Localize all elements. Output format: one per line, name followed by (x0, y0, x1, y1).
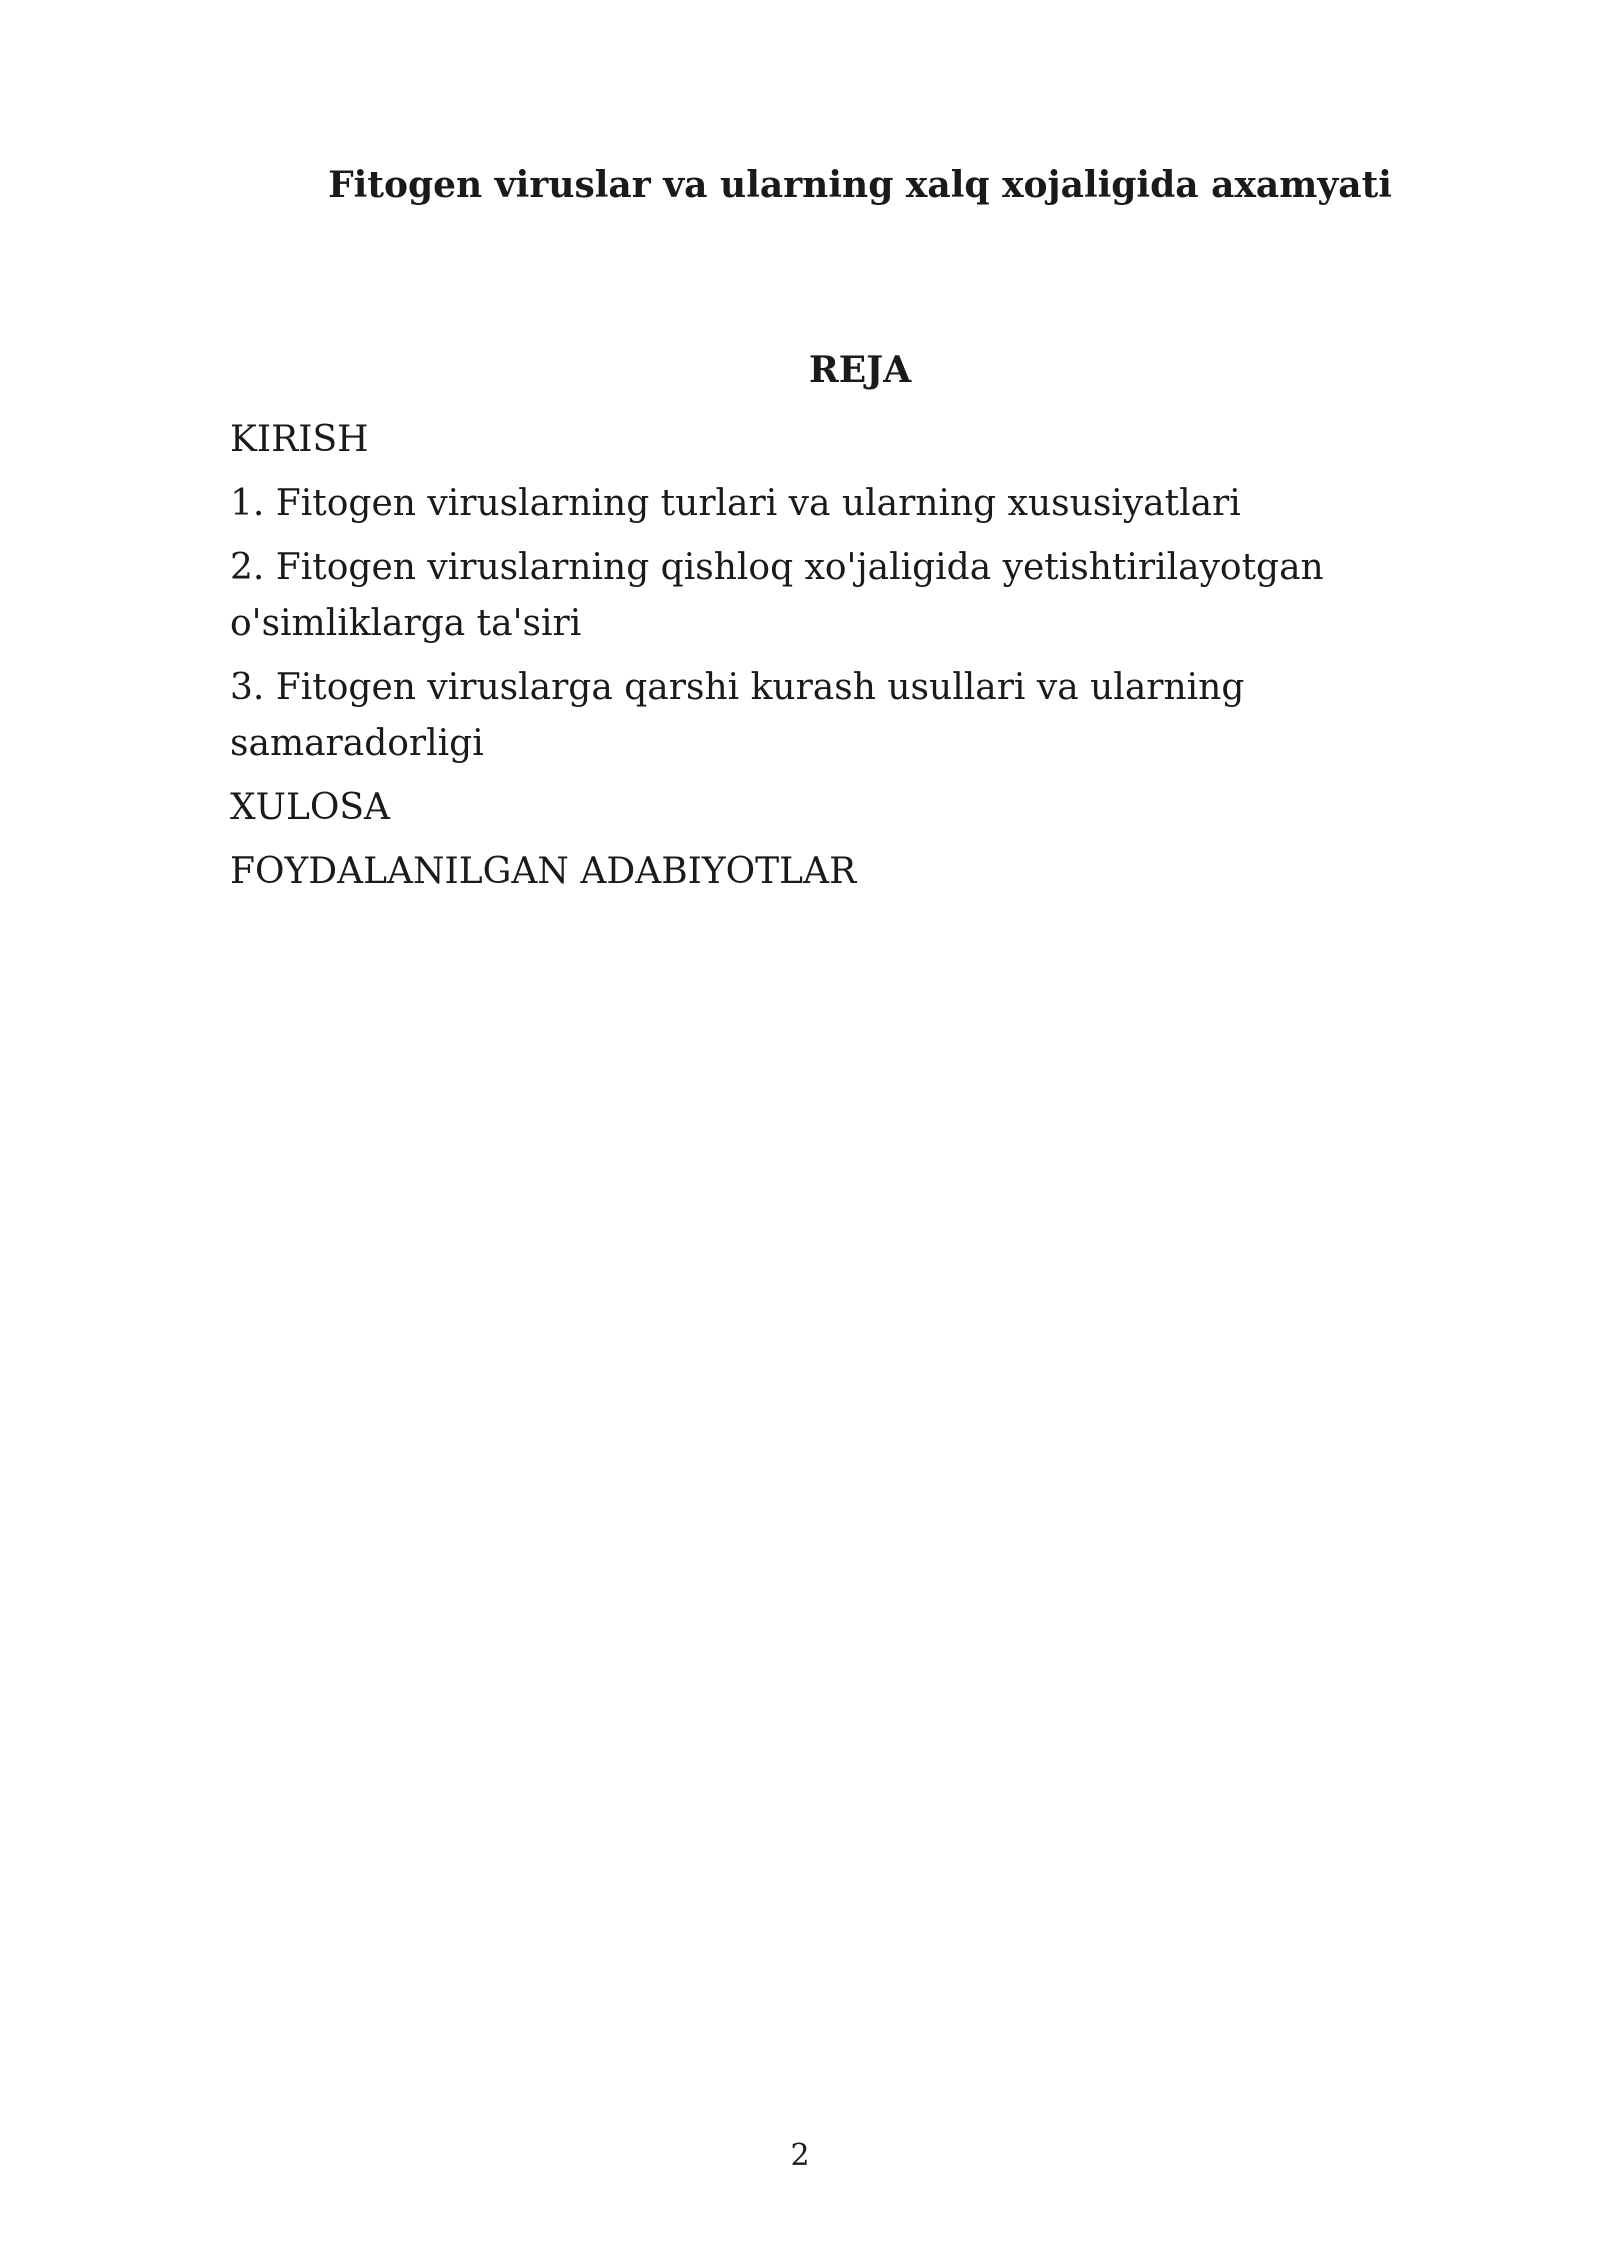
page-number: 2 (790, 2138, 810, 2173)
plan-list (230, 412, 1410, 908)
plan-heading: REJA (808, 349, 912, 391)
plan-item-references: FOYDALANILGAN ADABIYOTLAR (230, 851, 857, 892)
plan-item-conclusion: XULOSA (230, 787, 391, 828)
plan-item-2: 2. Fitogen viruslarning qishloq xo'jaligida yetishtirilayotgan o'simliklarga ta'siri (230, 547, 1324, 644)
plan-item-3: 3. Fitogen viruslarga qarshi kurash usullari va ularning samaradorligi (230, 667, 1245, 764)
plan-item-introduction: KIRISH (230, 419, 369, 460)
plan-item-1: 1. Fitogen viruslarning turlari va ularning xususiyatlari (230, 483, 1241, 524)
document-title: Fitogen viruslar va ularning xalq xojaligida axamyati (328, 164, 1392, 206)
